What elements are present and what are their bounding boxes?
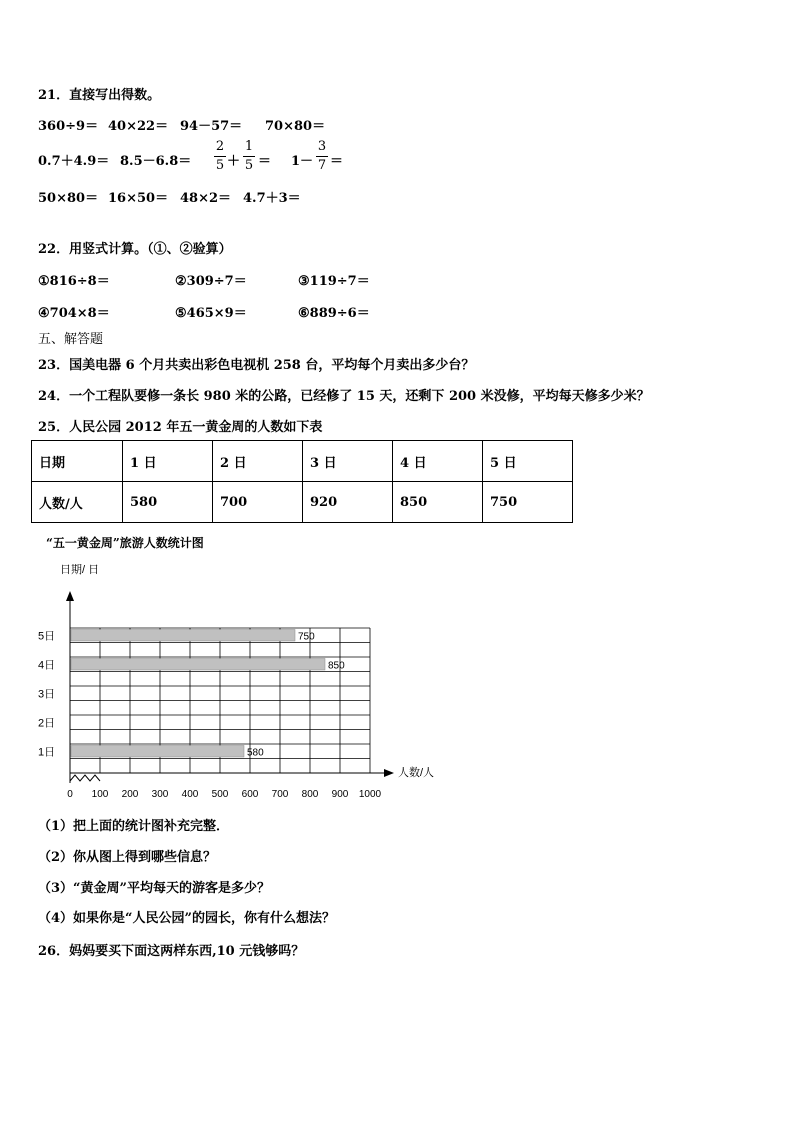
y-axis-title: 日期/ 日: [60, 564, 100, 576]
table-cell: 700: [213, 482, 303, 523]
table-cell: 750: [483, 482, 573, 523]
q25-title: 25．人民公园 2012 年五一黄金周的人数如下表: [38, 420, 323, 435]
q24-text: 24．一个工程队要修一条长 980 米的公路，已经修了 15 天，还剩下 200 米没修，平均每天修多少米？: [38, 389, 650, 404]
table-row: [32, 482, 573, 523]
q21-item: 48×2＝: [180, 191, 232, 206]
data-bar: [71, 746, 244, 758]
q21-item: 50×80＝: [38, 191, 99, 206]
x-tick-label: 300: [151, 789, 169, 800]
visitor-table: [31, 440, 573, 523]
q22-item: ⑥889÷6＝: [298, 306, 370, 321]
q21-item: 40×22＝: [108, 119, 169, 134]
fraction-numerator: 2: [215, 139, 225, 154]
axis-break: [70, 775, 100, 781]
q23-text: 23．国美电器 6 个月共卖出彩色电视机 258 台，平均每个月卖出多少台？: [38, 358, 475, 373]
q22-item: ④704×8＝: [38, 306, 110, 321]
category-label: 5日: [38, 630, 56, 643]
fraction-1-5: [243, 139, 255, 174]
table-cell: 920: [303, 482, 393, 523]
fraction-denominator: 7: [317, 158, 327, 173]
x-tick-label: 100: [91, 789, 109, 800]
q21-item: 70×80＝: [265, 119, 326, 134]
category-label: 1日: [38, 746, 56, 759]
table-cell: 4 日: [393, 441, 483, 482]
fraction-denominator: 5: [215, 158, 225, 173]
fraction-denominator: 5: [244, 158, 254, 173]
table-cell: 5 日: [483, 441, 573, 482]
x-tick-label: 200: [121, 789, 139, 800]
q22-item: ⑤465×9＝: [175, 306, 247, 321]
table-cell: 日期: [32, 441, 123, 482]
chart-bars: [71, 630, 325, 758]
y-axis-arrow: [66, 591, 74, 601]
q25-sub2: （2）你从图上得到哪些信息？: [38, 850, 217, 865]
x-tick-label: 400: [181, 789, 199, 800]
table-cell: 人数/人: [32, 482, 123, 523]
q21-item: 360÷9＝: [38, 119, 99, 134]
chart-labels: [38, 562, 434, 800]
table-cell: 3 日: [303, 441, 393, 482]
x-axis-arrow: [384, 769, 394, 777]
q26-text: 26．妈妈要买下面这两样东西,10 元钱够吗？: [38, 944, 305, 959]
q25-sub4: （4）如果你是“人民公园”的园长，你有什么想法？: [38, 911, 336, 926]
q21-title: 21．直接写出得数。: [38, 88, 161, 103]
q22-item: ②309÷7＝: [175, 274, 247, 289]
x-tick-label: 1000: [358, 789, 382, 800]
q21-item: 8.5－6.8＝: [120, 154, 192, 169]
x-axis-title: 人数/人: [398, 767, 435, 779]
q21-item: 0.7＋4.9＝: [38, 154, 110, 169]
fraction-3-7: [316, 139, 328, 174]
q25-sub1: （1）把上面的统计图补充完整．: [38, 819, 230, 834]
data-label: 850: [328, 660, 345, 672]
x-tick-label: 0: [67, 789, 73, 800]
equals-sign: ＝: [330, 154, 344, 169]
x-tick-label: 700: [271, 789, 289, 800]
table-cell: 2 日: [213, 441, 303, 482]
section-heading: 五、解答题: [38, 332, 104, 347]
q22-title: 22．用竖式计算。（①、②验算）: [38, 242, 232, 257]
q21-item: 4.7＋3＝: [243, 191, 301, 206]
table-row: [32, 441, 573, 482]
equals-sign: ＝: [258, 154, 272, 169]
category-label: 3日: [38, 688, 56, 701]
fraction-2-5: [214, 139, 226, 174]
table-cell: 580: [123, 482, 213, 523]
data-label: 580: [247, 747, 264, 759]
data-bar: [71, 630, 295, 642]
table-cell: 850: [393, 482, 483, 523]
table-cell: 1 日: [123, 441, 213, 482]
data-bar: [71, 659, 325, 671]
q25-sub3: （3）“黄金周”平均每天的游客是多少？: [38, 881, 271, 896]
q22-item: ③119÷7＝: [298, 274, 370, 289]
data-label: 750: [298, 631, 315, 643]
bar-chart: [0, 555, 440, 805]
plus-sign: ＋: [227, 154, 241, 169]
x-tick-label: 900: [331, 789, 349, 800]
one-minus: 1－: [291, 154, 314, 169]
fraction-numerator: 1: [244, 139, 254, 154]
category-label: 2日: [38, 717, 56, 730]
q22-item: ①816÷8＝: [38, 274, 110, 289]
q21-item: 16×50＝: [108, 191, 169, 206]
x-tick-label: 500: [211, 789, 229, 800]
x-tick-label: 600: [241, 789, 259, 800]
category-label: 4日: [38, 659, 56, 672]
x-tick-label: 800: [301, 789, 319, 800]
q21-item: 94－57＝: [180, 119, 243, 134]
chart-title: “五一黄金周”旅游人数统计图: [46, 536, 204, 550]
fraction-numerator: 3: [317, 139, 327, 154]
